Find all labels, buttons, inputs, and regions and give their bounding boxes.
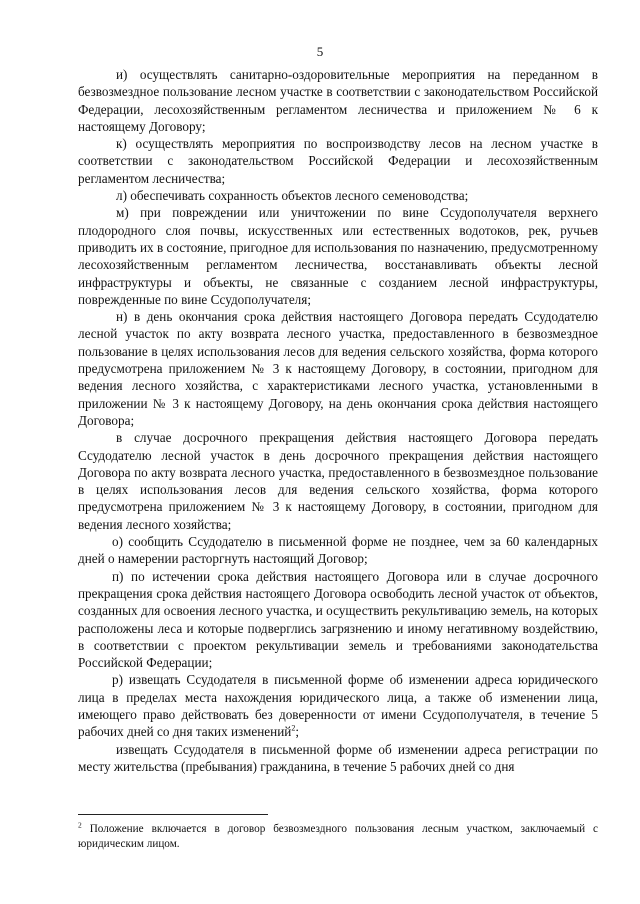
paragraph-k: к) осуществлять мероприятия по воспроизводству лесов на лесном участке в соответствии с законодательством Российской Федерации и лесохозяйственным регламентом лесничества; [78,136,598,186]
footnote [78,822,598,851]
paragraph-i: и) осуществлять санитарно-оздоровительные мероприятия на переданном в безвозмездное пользование лесном участке в соответствии с законодательством Российской Федерации, лесохозяйственным регламентом лесничества и приложением № 6 к настоящему Договору; [78,67,598,134]
paragraph-address-change: извещать Ссудодателя в письменной форме об изменении адреса регистрации по месту жительства (пребывания) гражданина, в течение 5 рабочих дней со дня [78,741,598,774]
paragraph-o: о) сообщить Ссудодателю в письменной форме не позднее, чем за 60 календарных дней о намерении расторгнуть настоящий Договор; [78,534,598,567]
paragraph-r-text: р) извещать Ссудодателя в письменной форме об изменении адреса юридического лица в пределах места нахождения юридического лица, а также об изменении лица, имеющего право действовать без доверенности от имени Ссудополучателя, в течение 5 рабочих дней со дня таких изменений [78,672,598,740]
paragraph-m: м) при повреждении или уничтожении по вине Ссудополучателя верхнего плодородного слоя почвы, искусственных или естественных водотоков, рек, ручьев приводить их в состояние, пригодное для использования по назначению, предусмотренному лесохозяйственным регламентом лесничества, восстанавливать объекты лесной инфраструктуры и объекты, не связанные с созданием лесной инфраструктуры, поврежденные по вине Ссудополучателя; [78,205,598,307]
footnote-reference: 2 [291,723,296,733]
page-number: 5 [316,44,324,59]
document-body [78,66,598,775]
footnote-mark: 2 [78,820,82,830]
paragraph-r-tail: ; [295,724,300,740]
paragraph-r [78,671,598,740]
paragraph-l: л) обеспечивать сохранность объектов лесного семеноводства; [116,188,469,204]
paragraph-early-termination: в случае досрочного прекращения действия настоящего Договора передать Ссудодателю лесной участок в день досрочного прекращения действия настоящего Договора по акту возврата лесного участка, предоставленного в безвозмездное пользование в целях использования лесов для ведения сельского хозяйства, форма которого предусмотрена приложением № 3 к настоящему Договору, в состоянии, пригодном для ведения лесного хозяйства; [78,430,598,532]
paragraph-n: н) в день окончания срока действия настоящего Договора передать Ссудодателю лесной участок по акту возврата лесного участка, предоставленного в безвозмездное пользование в целях использования лесов для ведения сельского хозяйства, форма которого предусмотрена приложением № 3 к настоящему Договору, в состоянии, пригодном для ведения лесного хозяйства, с характеристиками лесного участка, установленными в приложении № 3 к настоящему Договору, на день окончания срока действия настоящего Договора; [78,309,598,428]
footnote-text: Положение включается в договор безвозмездного пользования лесным участком, заключаемый с юридическим лицом. [78,823,598,850]
footnote-divider [78,814,268,815]
paragraph-p: п) по истечении срока действия настоящего Договора или в случае досрочного прекращения срока действия настоящего Договора освободить лесной участок от объектов, созданных для освоения лесного участка, и осуществить рекультивацию земель, на которых расположены леса и которые подверглись загрязнению и иному негативному воздействию, в соответствии с проектом рекультивации земель и требованиями законодательства Российской Федерации; [78,568,598,671]
